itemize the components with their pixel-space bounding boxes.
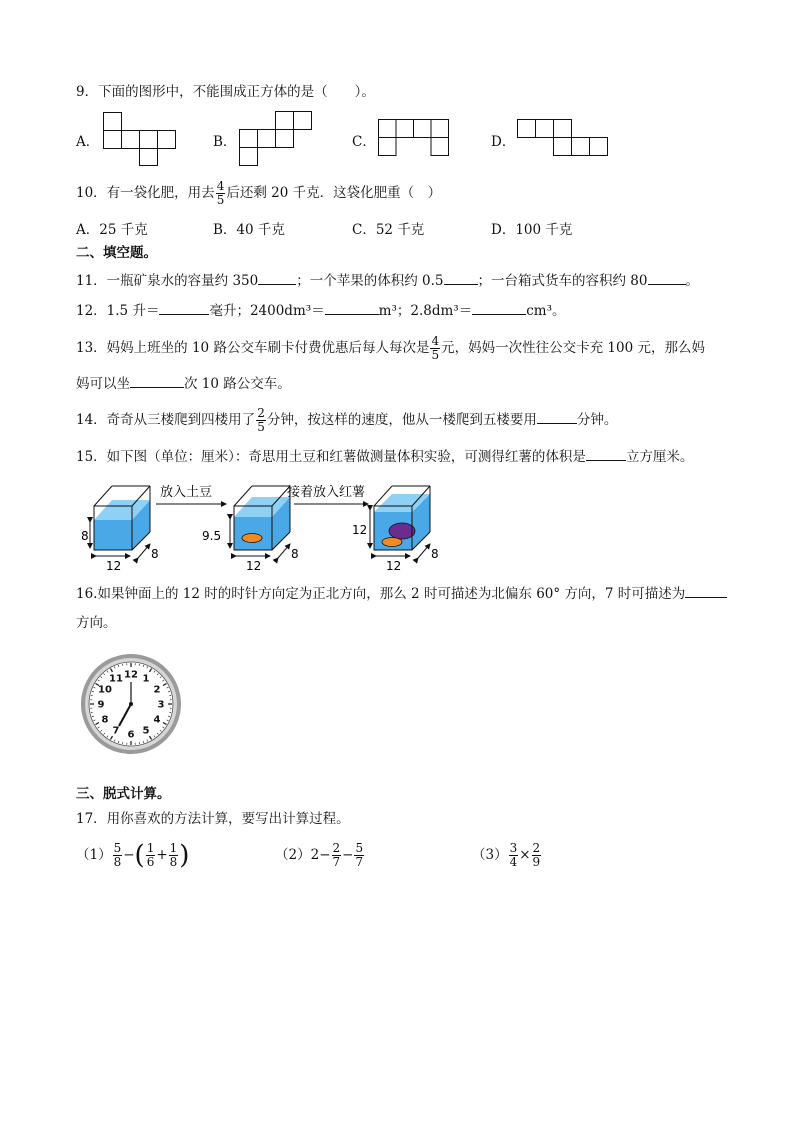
clock-center bbox=[129, 702, 133, 706]
q10-option-d: D．100 千克 bbox=[491, 222, 573, 238]
net-b-figure bbox=[239, 111, 313, 166]
q17-text: 17．用你喜欢的方法计算，要写出计算过程。 bbox=[76, 811, 350, 827]
q16-line-2: 方向。 bbox=[76, 615, 117, 631]
q9-text: 9．下面的图形中，不能围成正方体的是（ ）。 bbox=[76, 84, 375, 100]
clock-number: 9 bbox=[97, 699, 105, 711]
net-d-figure bbox=[517, 119, 609, 158]
clock-number: 1 bbox=[142, 673, 150, 685]
clock-number: 10 bbox=[98, 684, 112, 696]
q17-expression-2: （2）2− $\frac{2}{7}$ − $\frac{5}{7}$ bbox=[275, 841, 364, 869]
box2-height-label: 9.5 bbox=[202, 529, 222, 543]
box3-height-label: 12 bbox=[352, 523, 368, 537]
q10-option-a: A．25 千克 bbox=[76, 222, 148, 238]
container-3 bbox=[370, 486, 430, 558]
clock-number: 11 bbox=[109, 673, 123, 685]
q10-option-c: C．52 千克 bbox=[352, 222, 425, 238]
box2-width-label: 12 bbox=[246, 559, 262, 573]
volume-experiment-figure bbox=[76, 474, 456, 574]
q17-expression-1: （1） $\frac{5}{8}$ −( $\frac{1}{6}$ + $\frac{1}{8}$ ) bbox=[76, 840, 190, 871]
container-1 bbox=[90, 486, 150, 558]
box3-depth-label: 8 bbox=[431, 547, 439, 561]
fraction: $\frac{4}{5}$ bbox=[216, 179, 225, 207]
clock-number: 4 bbox=[153, 714, 161, 726]
section-3-heading: 三、脱式计算。 bbox=[76, 786, 171, 802]
q13-line-2: 妈可以坐 次 10 路公交车。 bbox=[76, 373, 291, 394]
box1-width-label: 12 bbox=[106, 559, 122, 573]
q14-text: 14．奇奇从三楼爬到四楼用了 $\frac{2}{5}$ 分钟，按这样的速度，他从一楼爬到五楼要用 分钟。 bbox=[76, 406, 618, 434]
clock-number: 2 bbox=[153, 684, 161, 696]
q9-option-a-label: A． bbox=[76, 134, 100, 150]
q10-option-b: B．40 千克 bbox=[213, 222, 285, 238]
box1-height-label: 8 bbox=[81, 529, 89, 543]
q15-text: 15．如下图（单位：厘米）：奇思用土豆和红薯做测量体积实验，可测得红薯的体积是 立方厘米。 bbox=[76, 446, 693, 467]
clock-number: 6 bbox=[127, 729, 135, 741]
box1-depth-label: 8 bbox=[151, 547, 159, 561]
arrow-2-label: 接着放入红薯 bbox=[287, 485, 366, 500]
q10-text: 10．有一袋化肥，用去 $\frac{4}{5}$ 后还剩 20 千克．这袋化肥重（ ） bbox=[76, 179, 442, 207]
fraction: $\frac{2}{5}$ bbox=[257, 406, 265, 434]
clock-face bbox=[79, 652, 183, 756]
arrow-1-label: 放入土豆 bbox=[160, 485, 213, 500]
box3-width-label: 12 bbox=[386, 559, 402, 573]
clock-number: 3 bbox=[157, 699, 165, 711]
net-c-figure bbox=[378, 119, 450, 157]
q9-option-b-label: B． bbox=[213, 134, 237, 150]
q12-text: 12．1.5 升＝ 毫升；2400dm³＝ m³；2.8dm³＝ cm³。 bbox=[76, 300, 566, 321]
q17-expression-3: （3） $\frac{3}{4}$ × $\frac{2}{9}$ bbox=[472, 841, 541, 869]
fraction: $\frac{4}{5}$ bbox=[431, 334, 440, 362]
q16-line-1: 16.如果钟面上的 12 时的时针方向定为正北方向，那么 2 时可描述为北偏东 60° 方向，7 时可描述为 bbox=[76, 583, 727, 604]
sweet-potato-shape bbox=[389, 523, 415, 539]
container-2 bbox=[230, 486, 290, 558]
q9-option-c-label: C． bbox=[352, 134, 376, 150]
potato-shape bbox=[382, 538, 402, 547]
q13-line-1: 13．妈妈上班坐的 10 路公交车刷卡付费优惠后每人每次是 $\frac{4}{5}$ 元，妈妈一次性往公交卡充 100 元，那么妈 bbox=[76, 334, 705, 362]
potato-shape bbox=[242, 534, 262, 543]
clock-number: 7 bbox=[112, 725, 120, 737]
section-2-heading: 二、填空题。 bbox=[76, 245, 157, 261]
net-a-figure bbox=[103, 112, 179, 166]
clock-number: 12 bbox=[124, 669, 138, 681]
box2-depth-label: 8 bbox=[291, 547, 299, 561]
clock-number: 5 bbox=[142, 725, 150, 737]
q9-option-d-label: D． bbox=[491, 134, 516, 150]
q11-text: 11．一瓶矿泉水的容量约 350 ；一个苹果的体积约 0.5 ；一台箱式货车的容积约 80 。 bbox=[76, 270, 699, 291]
clock-number: 8 bbox=[101, 714, 109, 726]
